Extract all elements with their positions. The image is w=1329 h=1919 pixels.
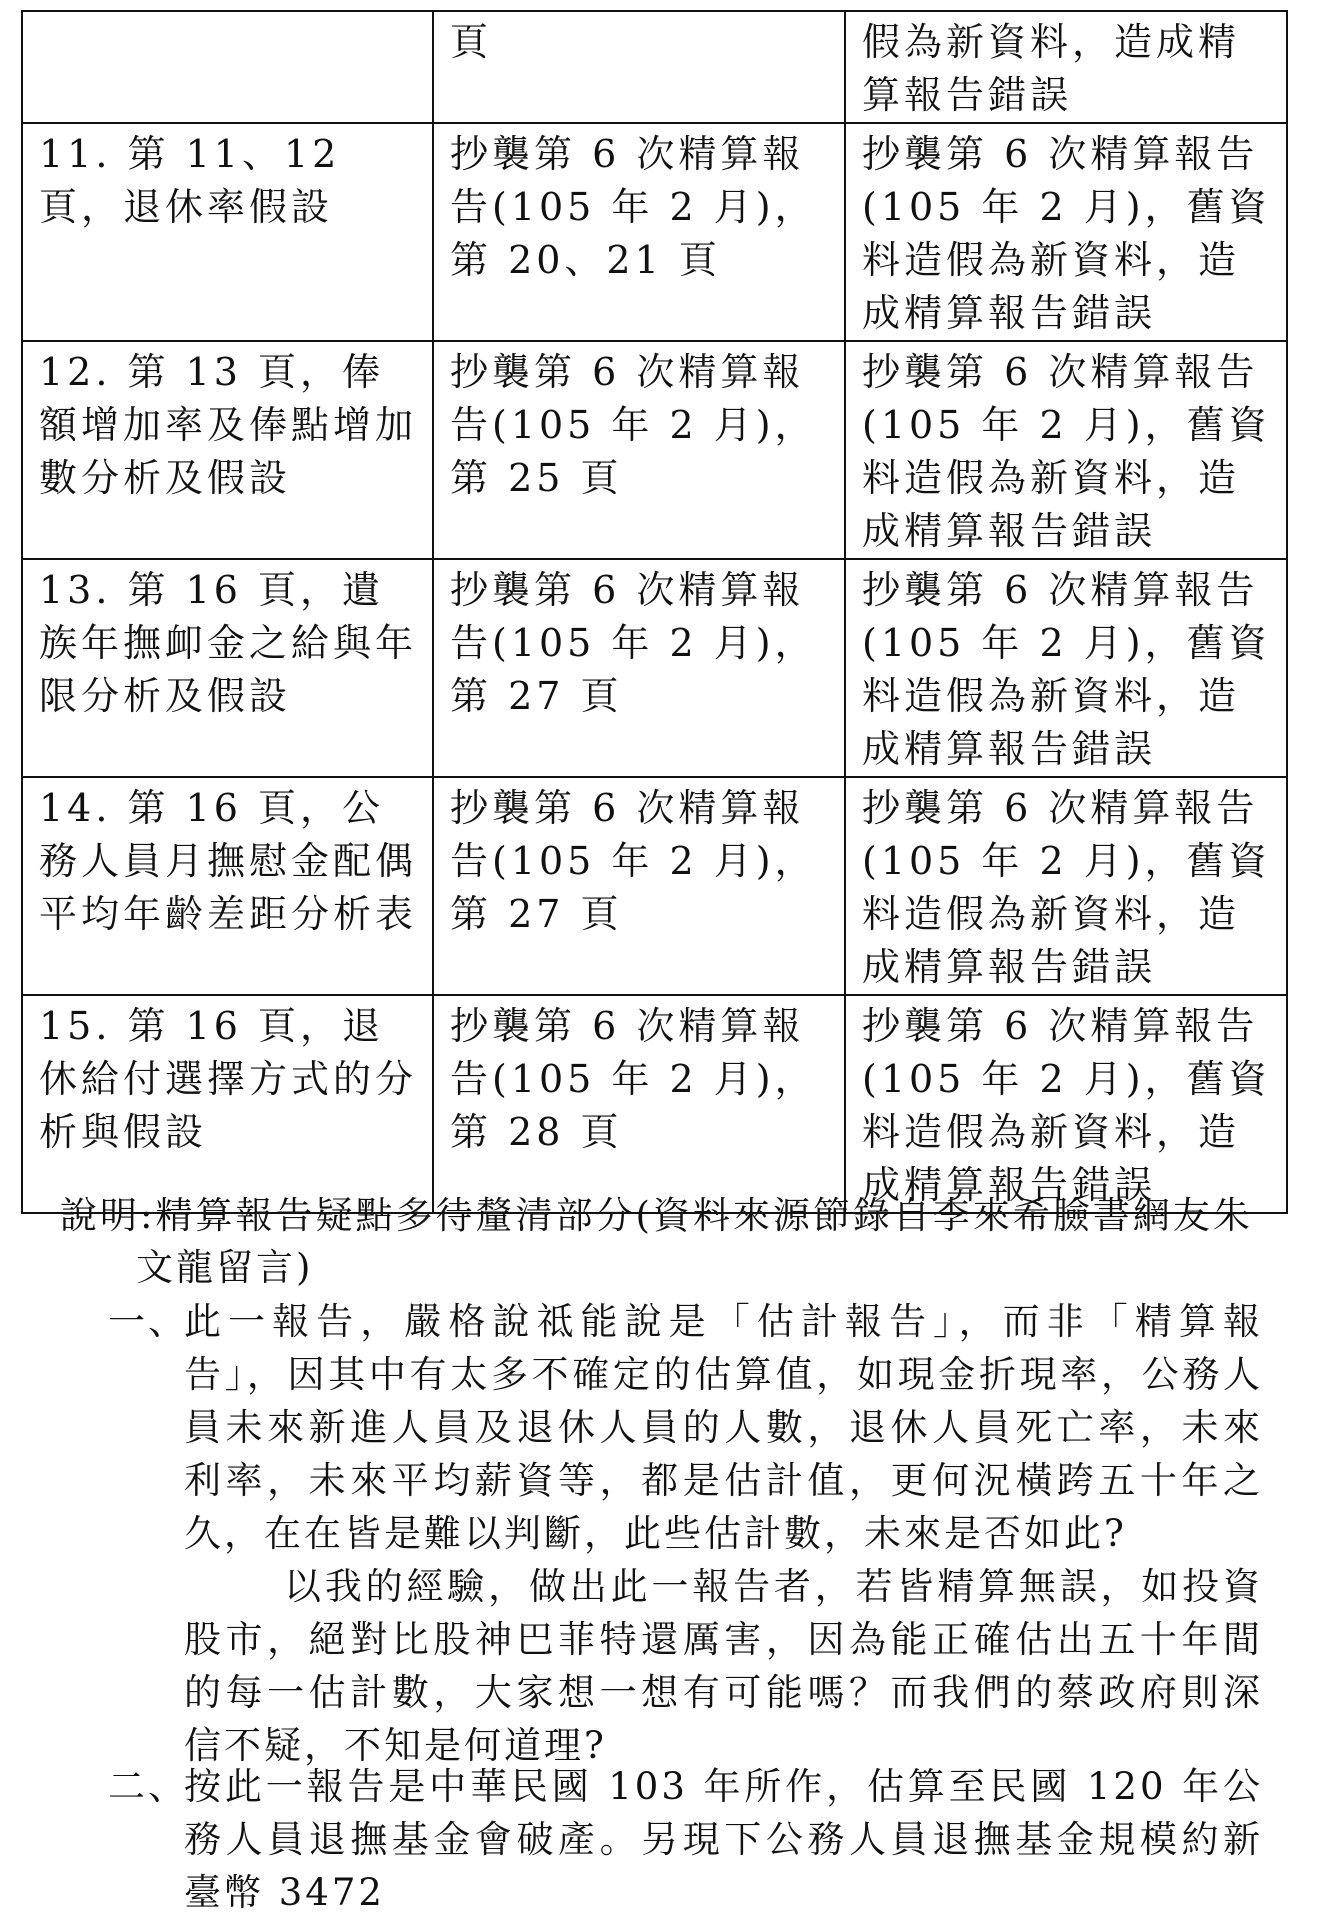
item-cell <box>22 11 433 123</box>
note-cell: 抄襲第 6 次精算報告(105 年 2 月)，舊資料造假為新資料，造成精算報告錯誤 <box>845 123 1287 341</box>
table-row <box>22 995 1287 1213</box>
item-body <box>108 1760 1263 1919</box>
item-cell: 15. 第 16 頁，退休給付選擇方式的分析與假設 <box>22 995 433 1213</box>
source-cell: 抄襲第 6 次精算報告(105 年 2 月)，第 25 頁 <box>433 341 845 559</box>
explanation-line: 說明:精算報告疑點多待釐清部分(資料來源節錄自李來希臉書網友朱 <box>60 1194 1253 1237</box>
explanation-line: 文龍留言) <box>136 1246 314 1289</box>
item-number: 二、 <box>108 1765 188 1808</box>
item-cell: 11. 第 11、12 頁，退休率假設 <box>22 123 433 341</box>
source-cell: 抄襲第 6 次精算報告(105 年 2 月)，第 20、21 頁 <box>433 123 845 341</box>
item-cell: 14. 第 16 頁，公務人員月撫慰金配偶平均年齡差距分析表 <box>22 777 433 995</box>
source-cell: 抄襲第 6 次精算報告(105 年 2 月)，第 27 頁 <box>433 559 845 777</box>
item-number: 一、 <box>108 1300 188 1343</box>
item-paragraph: 以我的經驗，做出此一報告者，若皆精算無誤，如投資股市，絕對比股神巴菲特還厲害，因為能正確估出五十年間的每一估計數，大家想一想有可能嗎？而我們的蔡政府則深信不疑，不知是何道理? <box>184 1565 1263 1767</box>
table-row <box>22 11 1287 123</box>
item-cell: 12. 第 13 頁，俸額增加率及俸點增加數分析及假設 <box>22 341 433 559</box>
note-cell: 抄襲第 6 次精算報告(105 年 2 月)，舊資料造假為新資料，造成精算報告錯誤 <box>845 341 1287 559</box>
table-body <box>22 11 1287 1213</box>
item-paragraph: 按此一報告是中華民國 103 年所作，估算至民國 120 年公務人員退撫基金會破產。另現下公務人員退撫基金規模約新臺幣 3472 <box>184 1765 1263 1914</box>
source-cell: 抄襲第 6 次精算報告(105 年 2 月)，第 27 頁 <box>433 777 845 995</box>
table-row <box>22 123 1287 341</box>
table-row <box>22 341 1287 559</box>
item-paragraph: 此一報告，嚴格說祗能說是「估計報告」，而非「精算報告」，因其中有太多不確定的估算值，如現金折現率，公務人員未來新進人員及退休人員的人數，退休人員死亡率，未來利率，未來平均薪資等，都是估計值，更何況橫跨五十年之久，在在皆是難以判斷，此些估計數，未來是否如此? <box>184 1300 1263 1555</box>
item-body <box>108 1295 1263 1772</box>
table-row <box>22 777 1287 995</box>
note-cell: 抄襲第 6 次精算報告(105 年 2 月)，舊資料造假為新資料，造成精算報告錯誤 <box>845 559 1287 777</box>
note-cell: 抄襲第 6 次精算報告(105 年 2 月)，舊資料造假為新資料，造成精算報告錯誤 <box>845 995 1287 1213</box>
item-cell: 13. 第 16 頁，遺族年撫卹金之給與年限分析及假設 <box>22 559 433 777</box>
table-row <box>22 559 1287 777</box>
list-item <box>108 1760 1263 1919</box>
audit-table <box>21 10 1288 1214</box>
note-cell: 抄襲第 6 次精算報告(105 年 2 月)，舊資料造假為新資料，造成精算報告錯誤 <box>845 777 1287 995</box>
note-cell: 假為新資料，造成精算報告錯誤 <box>845 11 1287 123</box>
list-item <box>108 1295 1263 1772</box>
source-cell: 抄襲第 6 次精算報告(105 年 2 月)，第 28 頁 <box>433 995 845 1213</box>
source-cell: 頁 <box>433 11 845 123</box>
explanation-note <box>60 1190 1280 1294</box>
